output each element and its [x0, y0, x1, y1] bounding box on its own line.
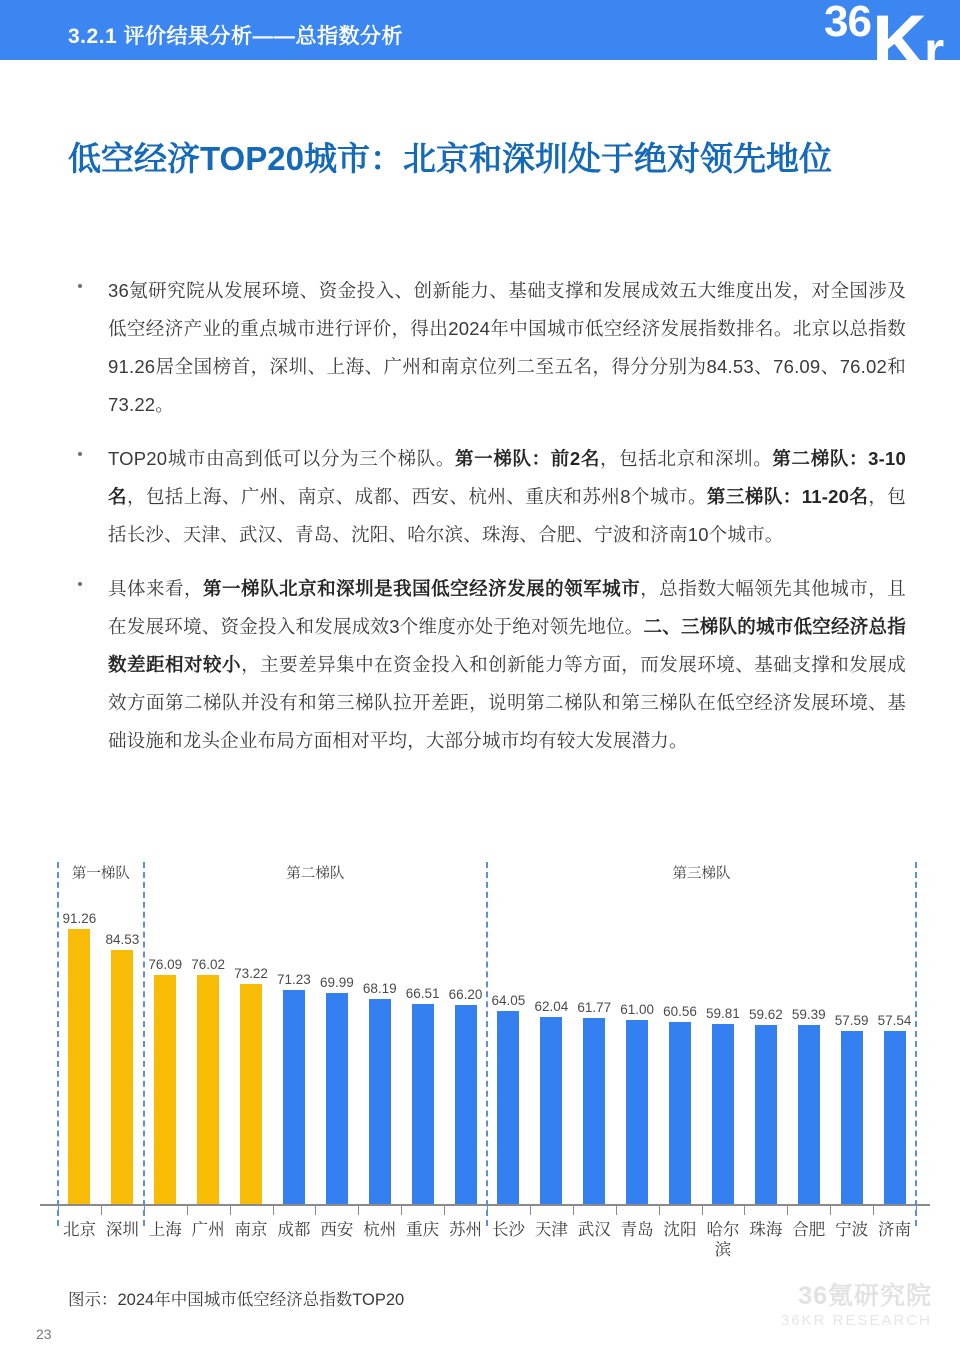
chart-caption: 图示：2024年中国城市低空经济总指数TOP20 — [68, 1291, 405, 1309]
x-axis-tick — [444, 1206, 445, 1215]
bar — [197, 975, 219, 1204]
x-axis-label: 武汉 — [577, 1221, 611, 1239]
bar — [755, 1025, 777, 1204]
bullet-icon — [78, 452, 82, 456]
x-axis-tick — [573, 1206, 574, 1215]
tier-label: 第一梯队 — [71, 866, 130, 882]
x-axis-label: 济南 — [878, 1221, 912, 1239]
bar-value-label: 61.00 — [620, 1002, 655, 1018]
x-axis-tick — [702, 1206, 703, 1215]
bar-column — [616, 892, 658, 1204]
x-axis-tick — [616, 1206, 617, 1215]
bar-column — [745, 892, 787, 1204]
bar — [712, 1024, 734, 1204]
paragraph-3-text: 具体来看，第一梯队北京和深圳是我国低空经济发展的领军城市，总指数大幅领先其他城市，且在发展环境、资金投入和发展成效3个维度亦处于绝对领先地位。二、三梯队的城市低空经济总指数差距相对较小，主要差异集中在资金投入和创新能力等方面，而发展环境、基础支撑和发展成效方面第二梯队并没有和第三梯队拉开差距，说明第二梯队和第三梯队在低空经济发展环境、基础设施和龙头企业布局方面相对平均，大部分城市均有较大发展潜力。 — [108, 578, 906, 751]
bar-column — [445, 892, 487, 1204]
bar-column — [530, 892, 572, 1204]
bar-column — [702, 892, 744, 1204]
bar-column — [874, 892, 916, 1204]
paragraph-2-text: TOP20城市由高到低可以分为三个梯队。第一梯队：前2名，包括北京和深圳。第二梯队：3-10名，包括上海、广州、南京、成都、西安、杭州、重庆和苏州8个城市。第三梯队：11-20名，包括长沙、天津、武汉、青岛、沈阳、哈尔滨、珠海、合肥、宁波和济南10个城市。 — [108, 448, 907, 545]
bar-column — [487, 892, 529, 1204]
page-title: 低空经济TOP20城市：北京和深圳处于绝对领先地位 — [68, 140, 832, 177]
bar-column — [359, 892, 401, 1204]
bar-column — [187, 892, 229, 1204]
bar-value-label: 64.05 — [491, 993, 526, 1009]
bar-value-label: 71.23 — [277, 971, 311, 987]
bar-value-label: 91.26 — [62, 911, 97, 927]
bar-value-label: 68.19 — [362, 980, 397, 996]
bar-value-label: 66.20 — [448, 986, 483, 1002]
x-axis-label: 天津 — [534, 1221, 568, 1239]
bar-column — [402, 892, 444, 1204]
paragraph-2 — [68, 440, 906, 554]
bar — [326, 993, 348, 1204]
bar-value-label: 66.51 — [405, 985, 440, 1001]
bar — [455, 1005, 477, 1204]
chart-plot-area — [40, 892, 930, 1204]
x-axis-label: 广州 — [191, 1221, 225, 1239]
x-axis-label: 西安 — [320, 1221, 354, 1239]
svg-text:36: 36 — [824, 0, 871, 46]
bar-value-label: 59.39 — [791, 1007, 826, 1023]
bar-column — [831, 892, 873, 1204]
tier-label: 第二梯队 — [286, 866, 345, 882]
bar-value-label: 60.56 — [663, 1003, 697, 1019]
x-axis-label: 南京 — [234, 1221, 268, 1239]
bar-value-label: 59.81 — [706, 1005, 740, 1021]
bar-column — [273, 892, 315, 1204]
tier-divider — [57, 862, 59, 1226]
x-axis-tick — [101, 1206, 102, 1215]
bar — [540, 1017, 562, 1204]
bar-value-label: 69.99 — [319, 975, 354, 991]
bar-value-label: 57.54 — [877, 1012, 912, 1028]
bar — [283, 990, 305, 1204]
bar — [884, 1031, 906, 1204]
bar — [154, 975, 176, 1204]
bar-column — [316, 892, 358, 1204]
x-axis-tick — [787, 1206, 788, 1215]
body-content — [68, 272, 906, 776]
tier-label: 第三梯队 — [672, 866, 731, 882]
bullet-icon — [78, 582, 82, 586]
bullet-icon — [78, 284, 82, 288]
x-axis-label: 哈尔滨 — [706, 1221, 740, 1259]
x-axis-label: 长沙 — [491, 1221, 525, 1239]
bar-column — [573, 892, 615, 1204]
x-axis-tick — [530, 1206, 531, 1215]
chart-x-axis — [40, 1204, 930, 1206]
bar-value-label: 57.59 — [834, 1012, 869, 1028]
bar-value-label: 62.04 — [534, 999, 569, 1015]
x-axis-label: 深圳 — [105, 1221, 139, 1239]
bar — [68, 929, 90, 1204]
tier-divider — [915, 862, 917, 1226]
bar-value-label: 59.62 — [748, 1006, 783, 1022]
x-axis-label: 青岛 — [620, 1221, 654, 1239]
bar — [111, 950, 133, 1204]
svg-text:r: r — [924, 22, 945, 80]
page-number: 23 — [36, 1326, 52, 1342]
x-axis-label: 重庆 — [406, 1221, 440, 1239]
bar-column — [230, 892, 272, 1204]
tier-divider — [143, 862, 145, 1226]
x-axis-tick — [358, 1206, 359, 1215]
x-axis-label: 上海 — [148, 1221, 182, 1239]
bar-column — [788, 892, 830, 1204]
x-axis-tick — [230, 1206, 231, 1215]
bar — [240, 984, 262, 1204]
svg-text:K: K — [872, 0, 927, 84]
bar — [841, 1031, 863, 1204]
watermark-cn: 36氪研究院 — [798, 1282, 932, 1310]
x-axis-label: 成都 — [277, 1221, 311, 1239]
bar-value-label: 76.09 — [148, 956, 183, 972]
x-axis-tick — [187, 1206, 188, 1215]
x-axis-label: 宁波 — [835, 1221, 869, 1239]
x-axis-label: 合肥 — [792, 1221, 826, 1239]
paragraph-1 — [68, 272, 906, 424]
paragraph-3 — [68, 570, 906, 760]
x-axis-tick — [315, 1206, 316, 1215]
bar — [669, 1022, 691, 1204]
bar-column — [144, 892, 186, 1204]
x-axis-label: 珠海 — [749, 1221, 783, 1239]
x-axis-label: 沈阳 — [663, 1221, 697, 1239]
tier-divider — [486, 862, 488, 1226]
bar-value-label: 84.53 — [105, 931, 140, 947]
bar-value-label: 61.77 — [577, 1000, 612, 1016]
paragraph-1-text: 36氪研究院从发展环境、资金投入、创新能力、基础支撑和发展成效五大维度出发，对全国涉及低空经济产业的重点城市进行评价，得出2024年中国城市低空经济发展指数排名。北京以总指数91.26居全国榜首，深圳、上海、广州和南京位列二至五名，得分分别为84.53、76.09、76.02和73.22。 — [108, 280, 906, 415]
x-axis-tick — [830, 1206, 831, 1215]
bar — [497, 1011, 519, 1204]
watermark-en: 36KR RESEARCH — [780, 1312, 932, 1329]
watermark — [781, 1282, 932, 1332]
x-axis-label: 杭州 — [363, 1221, 397, 1239]
bar-value-label: 76.02 — [191, 957, 226, 973]
x-axis-tick — [273, 1206, 274, 1215]
bar-column — [58, 892, 100, 1204]
chart-tier-labels — [40, 862, 930, 888]
bar — [412, 1004, 434, 1204]
bar — [798, 1025, 820, 1204]
x-axis-tick — [401, 1206, 402, 1215]
bar — [583, 1018, 605, 1204]
x-axis-tick — [744, 1206, 745, 1215]
bar-chart — [40, 862, 930, 1282]
bar — [369, 999, 391, 1204]
section-title: 3.2.1 评价结果分析——总指数分析 — [68, 25, 404, 48]
x-axis-label: 苏州 — [449, 1221, 483, 1239]
bar-column — [659, 892, 701, 1204]
x-axis-tick — [873, 1206, 874, 1215]
bar-value-label: 73.22 — [234, 965, 268, 981]
x-axis-tick — [659, 1206, 660, 1215]
bar-column — [101, 892, 143, 1204]
bar — [626, 1020, 648, 1204]
x-axis-label: 北京 — [62, 1221, 96, 1239]
